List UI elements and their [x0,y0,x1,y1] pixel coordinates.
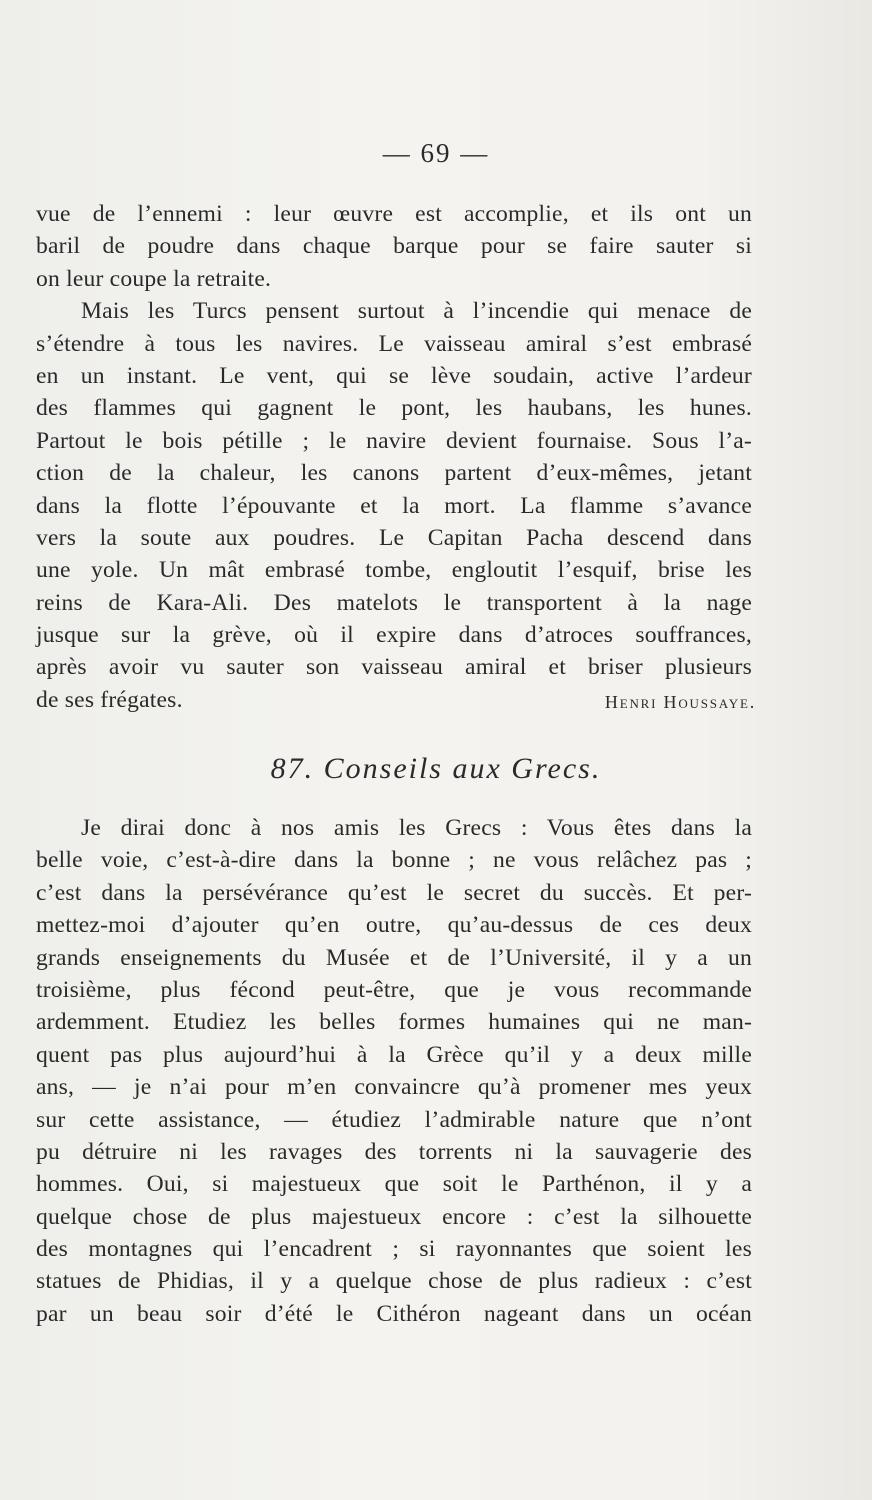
text-line: par un beau soir d’été le Cithéron nageant dans un océan [36,1300,752,1327]
text-line: Je dirai donc à nos amis les Grecs : Vous êtes dans la [81,815,752,841]
text-line: ction de la chaleur, les canons partent d’eux-mêmes, jetant [36,460,752,487]
text-line: des flammes qui gagnent le pont, les haubans, les hunes. [36,395,752,422]
text-line: pu détruire ni les ravages des torrents ni la sauvagerie des [36,1138,752,1165]
text-line: troisième, plus fécond peut-être, que je vous recommande [36,976,752,1003]
text-line: jusque sur la grève, où il expire dans d’atroces souffrances, [36,622,752,649]
text-line: hommes. Oui, si majestueux que soit le Parthénon, il y a [36,1171,752,1198]
text-line: statues de Phidias, il y a quelque chose de plus radieux : c’est [36,1268,752,1295]
text-line: Mais les Turcs pensent surtout à l’incendie qui menace de [81,298,752,325]
text-line: c’est dans la persévérance qu’est le secret du succès. Et per- [36,879,752,906]
text-line: belle voie, c’est-à-dire dans la bonne ; ne vous relâchez pas ; [36,847,752,874]
text-line: sur cette assistance, — étudiez l’admirable nature que n’ont [36,1106,752,1133]
text-line: s’étendre à tous les navires. Le vaisseau amiral s’est embrasé [36,330,752,357]
text-line: de ses frégates. [36,686,183,713]
text-line: grands enseignements du Musée et de l’Université, il y a un [36,944,752,971]
text-line: des montagnes qui l’encadrent ; si rayonnantes que soient les [36,1236,752,1263]
text-line: vue de l’ennemi : leur œuvre est accomplie, et ils ont un [36,201,752,227]
text-line: une yole. Un mât embrasé tombe, engloutit l’esquif, brise les [36,557,752,584]
author-signature: Henri Houssaye. [604,692,756,712]
text-line: on leur coupe la retraite. [36,265,272,292]
passage-naval-battle [36,198,752,716]
text-line: mettez-moi d’ajouter qu’en outre, qu’au-dessus de ces deux [36,912,752,939]
page-number: — 69 — [382,138,490,168]
text-line: en un instant. Le vent, qui se lève soudain, active l’ardeur [36,362,752,389]
text-line: quelque chose de plus majestueux encore : c’est la silhouette [36,1203,752,1230]
text-line: reins de Kara-Ali. Des matelots le transportent à la nage [36,589,752,616]
section-title: 87. Conseils aux Grecs. [270,752,602,785]
text-line: ans, — je n’ai pour m’en convaincre qu’à promener mes yeux [36,1074,752,1101]
text-line: ardemment. Etudiez les belles formes humaines qui ne man- [36,1009,752,1036]
passage-conseils [36,812,752,1330]
text-line: baril de poudre dans chaque barque pour se faire sauter si [36,233,752,260]
text-line: dans la flotte l’épouvante et la mort. La flamme s’avance [36,492,752,519]
text-line: Partout le bois pétille ; le navire devient fournaise. Sous l’a- [36,427,752,454]
text-line: après avoir vu sauter son vaisseau amiral et briser plusieurs [36,654,752,681]
text-line: quent pas plus aujourd’hui à la Grèce qu’il y a deux mille [36,1041,752,1068]
text-line: vers la soute aux poudres. Le Capitan Pacha descend dans [36,524,752,551]
